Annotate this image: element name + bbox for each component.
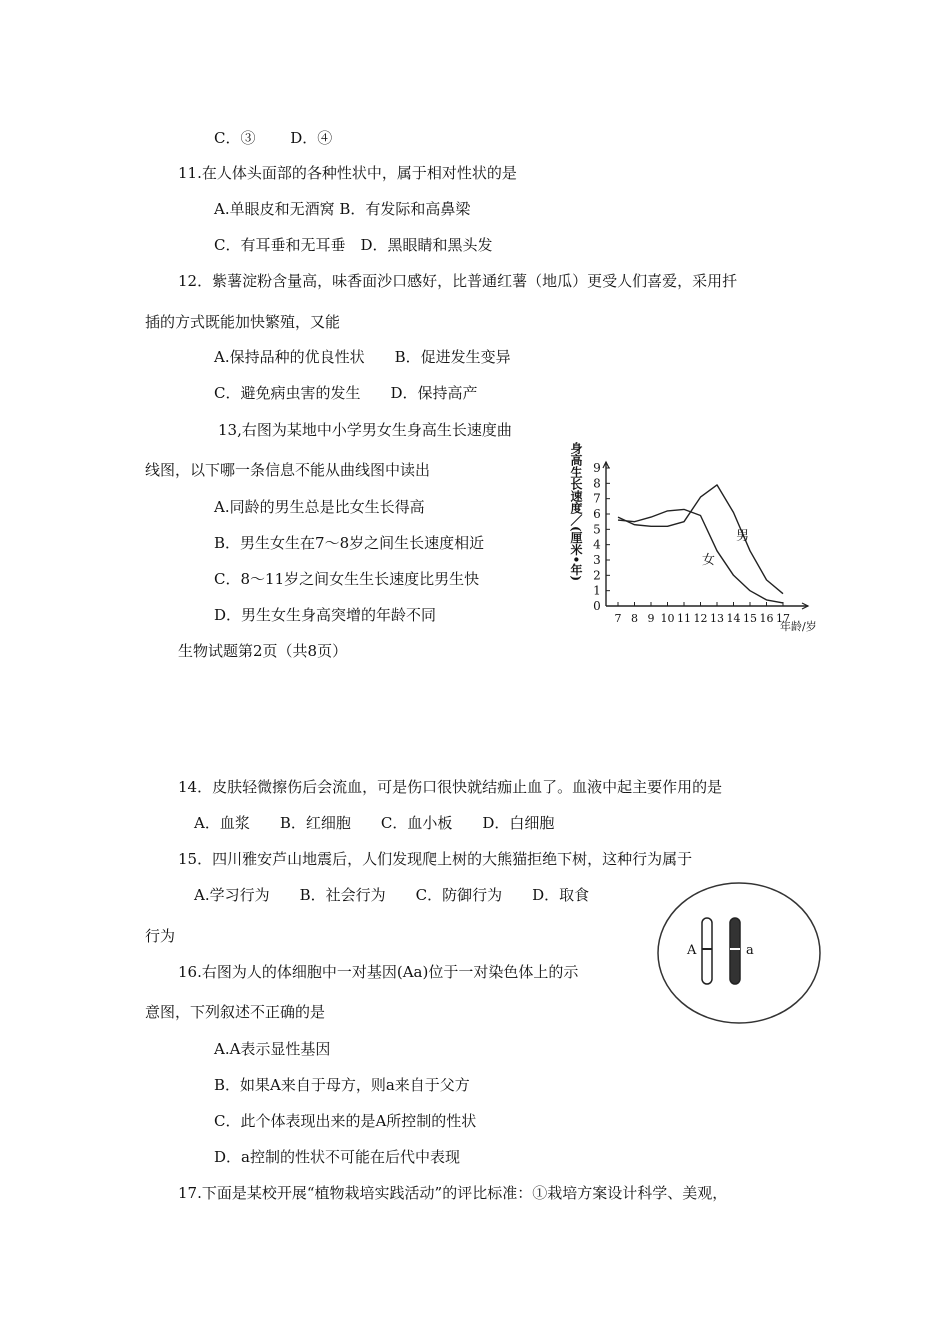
x-tick-label: 9 xyxy=(647,612,655,625)
chart-axes xyxy=(603,462,808,609)
chart-y-ticks xyxy=(593,461,610,613)
chart-xlabel: 年龄/岁 xyxy=(780,620,817,633)
y-tick-label: 2 xyxy=(593,568,601,583)
x-tick-label: 11 xyxy=(677,612,691,625)
q11-options-ab: A.单眼皮和无酒窝 B．有发际和高鼻梁 xyxy=(214,200,471,218)
q13-option-c: C．8～11岁之间女生生长速度比男生快 xyxy=(214,570,480,588)
chromosome-right xyxy=(730,918,740,984)
q16-option-b: B．如果A来自于母方，则a来自于父方 xyxy=(214,1076,470,1094)
x-tick-label: 7 xyxy=(614,612,622,625)
q15-stem: 15．四川雅安芦山地震后，人们发现爬上树的大熊猫拒绝下树，这种行为属于 xyxy=(178,850,693,868)
gene-label-A: A xyxy=(687,943,697,958)
q14-stem: 14．皮肤轻微擦伤后会流血，可是伤口很快就结痂止血了。血液中起主要作用的是 xyxy=(178,778,723,796)
series-label-male: 男 xyxy=(736,529,750,544)
page-footer: 生物试题第2页（共8页） xyxy=(178,642,348,660)
growth-speed-chart xyxy=(568,432,830,642)
q11-options-cd: C．有耳垂和无耳垂 D．黑眼睛和黑头发 xyxy=(214,236,493,254)
y-tick-label: 8 xyxy=(593,476,601,491)
series-line-female xyxy=(618,509,783,603)
y-tick-label: 6 xyxy=(593,507,601,521)
y-tick-label: 4 xyxy=(593,537,601,552)
x-tick-label: 13 xyxy=(710,612,724,625)
q15-wrap: 行为 xyxy=(145,927,176,945)
x-tick-label: 17 xyxy=(776,612,790,625)
chromosome-left xyxy=(702,918,712,984)
q16-stem-line1: 16.右图为人的体细胞中一对基因(Aa)位于一对染色体上的示 xyxy=(178,963,579,981)
q12-stem-line1: 12．紫薯淀粉含量高，味香面沙口感好，比普通红薯（地瓜）更受人们喜爱，采用扦 xyxy=(178,272,738,290)
q12-options-ab: A.保持品种的优良性状 B．促进发生变异 xyxy=(214,348,511,366)
gene-label-a: a xyxy=(746,943,754,958)
y-tick-label: 7 xyxy=(593,491,601,506)
y-tick-label: 0 xyxy=(593,599,601,613)
q13-option-a: A.同龄的男生总是比女生长得高 xyxy=(214,498,425,516)
x-tick-label: 12 xyxy=(693,612,708,625)
q12-stem-line2: 插的方式既能加快繁殖，又能 xyxy=(145,313,341,331)
chart-ylabel: 身高生长速度／(厘米•年) xyxy=(569,442,583,582)
y-tick-label: 3 xyxy=(593,553,601,567)
q13-stem-line1: 13,右图为某地中小学男女生身高生长速度曲 xyxy=(218,421,512,439)
series-label-female: 女 xyxy=(702,553,716,568)
q16-option-a: A.A表示显性基因 xyxy=(214,1040,331,1058)
q17-stem: 17.下面是某校开展“植物栽培实践活动”的评比标准：①栽培方案设计科学、美观， xyxy=(178,1184,728,1202)
q10-options-cd: C．③ D．④ xyxy=(214,129,333,147)
q16-option-c: C．此个体表现出来的是A所控制的性状 xyxy=(214,1112,477,1130)
y-tick-label: 5 xyxy=(593,522,601,537)
x-tick-label: 15 xyxy=(743,612,757,625)
q13-option-b: B．男生女生在7～8岁之间生长速度相近 xyxy=(214,534,485,552)
q13-option-d: D．男生女生身高突增的年龄不同 xyxy=(214,606,437,624)
x-tick-label: 8 xyxy=(631,612,638,625)
q12-options-cd: C．避免病虫害的发生 D．保持高产 xyxy=(214,384,478,402)
x-tick-label: 10 xyxy=(660,612,675,625)
x-tick-label: 14 xyxy=(726,612,741,625)
q13-stem-line2: 线图，以下哪一条信息不能从曲线图中读出 xyxy=(145,461,431,479)
q16-stem-line2: 意图，下列叙述不正确的是 xyxy=(145,1003,326,1021)
y-tick-label: 9 xyxy=(593,461,601,475)
chromosome-pair-figure xyxy=(654,880,824,1026)
chart-series-lines xyxy=(618,485,783,603)
q14-options: A．血浆 B．红细胞 C．血小板 D．白细胞 xyxy=(194,814,555,832)
q11-stem: 11.在人体头面部的各种性状中，属于相对性状的是 xyxy=(178,164,517,182)
q15-options: A.学习行为 B．社会行为 C．防御行为 D．取食 xyxy=(194,886,590,904)
x-tick-label: 16 xyxy=(759,612,774,625)
q16-option-d: D．a控制的性状不可能在后代中表现 xyxy=(214,1148,460,1166)
series-line-male xyxy=(618,485,783,594)
y-tick-label: 1 xyxy=(593,583,601,598)
